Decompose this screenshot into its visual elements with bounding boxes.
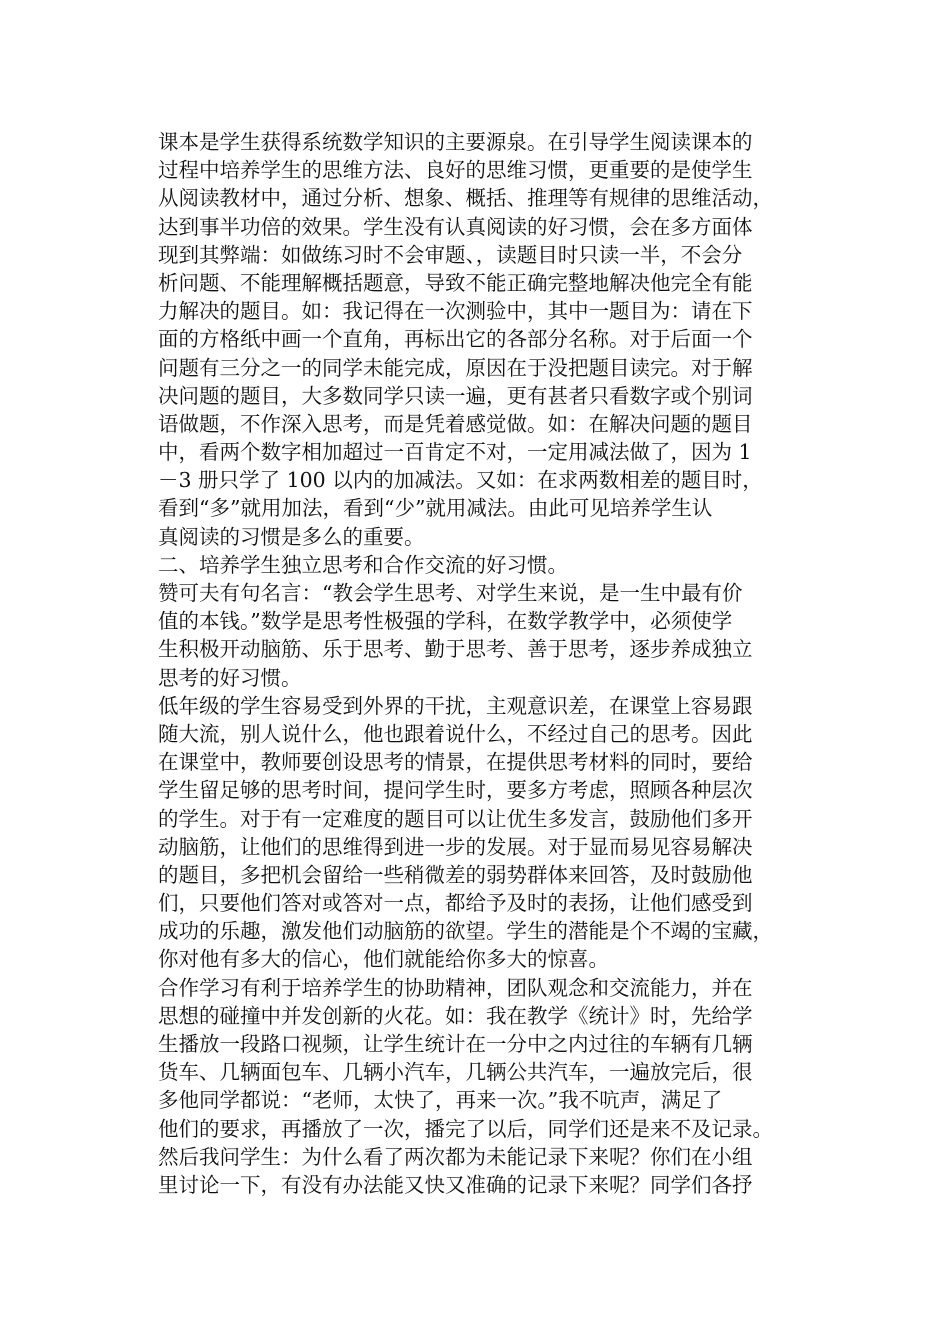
text-line: 从阅读教材中，通过分析、想象、概括、推理等有规律的思维活动，	[158, 186, 773, 211]
text-line: 合作学习有利于培养学生的协助精神，团队观念和交流能力，并在	[158, 975, 753, 1000]
text-line: 析问题、不能理解概括题意，导致不能正确完整地解决他完全有能	[158, 270, 753, 295]
text-line: 看到“多”就用加法，看到“少”就用减法。由此可见培养学生认	[158, 496, 713, 521]
text-line: 值的本钱。”数学是思考性极强的学科，在数学教学中，必须使学	[158, 609, 733, 634]
text-line: 然后我问学生：为什么看了两次都为未能记录下来呢？你们在小组	[158, 1144, 753, 1169]
text-line: 在课堂中，教师要创设思考的情景，在提供思考材料的同时，要给	[158, 750, 753, 775]
text-line: 问题有三分之一的同学未能完成，原因在于没把题目读完。对于解	[158, 355, 753, 380]
text-line: 里讨论一下，有没有办法能又快又准确的记录下来呢？同学们各抒	[158, 1172, 753, 1197]
text-line: 中，看两个数字相加超过一百肯定不对，一定用减法做了，因为 1	[158, 440, 752, 465]
text-line: 达到事半功倍的效果。学生没有认真阅读的好习惯，会在多方面体	[158, 214, 753, 239]
text-line: －3 册只学了 100 以内的加减法。又如：在求两数相差的题目时，	[158, 468, 763, 493]
text-line: 课本是学生获得系统数学知识的主要源泉。在引导学生阅读课本的	[158, 130, 753, 154]
text-line: 动脑筋，让他们的思维得到进一步的发展。对于显而易见容易解决	[158, 834, 753, 859]
text-line: 成功的乐趣，激发他们动脑筋的欲望。学生的潜能是个不竭的宝藏，	[158, 919, 773, 944]
text-line: 的学生。对于有一定难度的题目可以让优生多发言，鼓励他们多开	[158, 806, 753, 831]
text-line: 们，只要他们答对或答对一点，都给予及时的表扬，让他们感受到	[158, 891, 753, 916]
text-line: 货车、几辆面包车、几辆小汽车，几辆公共汽车，一遍放完后，很	[158, 1060, 753, 1085]
text-line: 生积极开动脑筋、乐于思考、勤于思考、善于思考，逐步养成独立	[158, 637, 753, 662]
text-line: 多他同学都说：“老师，太快了，再来一次。”我不吭声，满足了	[158, 1088, 723, 1113]
text-line: 思考的好习惯。	[158, 665, 302, 690]
text-line: 低年级的学生容易受到外界的干扰，主观意识差，在课堂上容易跟	[158, 693, 753, 718]
document-body	[158, 128, 808, 1199]
text-line: 生播放一段路口视频，让学生统计在一分中之内过往的车辆有几辆	[158, 1032, 753, 1056]
text-line: 你对他有多大的信心，他们就能给你多大的惊喜。	[158, 947, 609, 972]
text-line: 思想的碰撞中并发创新的火花。如：我在教学《统计》时，先给学	[158, 1003, 753, 1028]
text-line: 面的方格纸中画一个直角，再标出它的各部分名称。对于后面一个	[158, 327, 753, 352]
text-line: 过程中培养学生的思维方法、良好的思维习惯，更重要的是使学生	[158, 158, 753, 183]
text-line: 决问题的题目，大多数同学只读一遍，更有甚者只看数字或个别词	[158, 383, 753, 408]
text-line: 他们的要求，再播放了一次，播完了以后，同学们还是来不及记录。	[158, 1116, 773, 1141]
text-line: 真阅读的习惯是多么的重要。	[158, 524, 425, 549]
text-line: 现到其弊端：如做练习时不会审题、，读题目时只读一半，不会分	[158, 242, 743, 267]
text-line: 二、培养学生独立思考和合作交流的好习惯。	[158, 552, 568, 577]
text-line: 语做题，不作深入思考，而是凭着感觉做。如：在解决问题的题目	[158, 411, 753, 436]
text-line: 学生留足够的思考时间，提问学生时，要多方考虑，照顾各种层次	[158, 778, 753, 803]
text-line: 赞可夫有句名言：“教会学生思考、对学生来说，是一生中最有价	[158, 581, 743, 605]
text-line: 的题目，多把机会留给一些稍微差的弱势群体来回答，及时鼓励他	[158, 862, 753, 887]
text-line: 随大流，别人说什么，他也跟着说什么，不经过自己的思考。因此	[158, 721, 753, 746]
text-line: 力解决的题目。如：我记得在一次测验中，其中一题目为：请在下	[158, 299, 753, 324]
